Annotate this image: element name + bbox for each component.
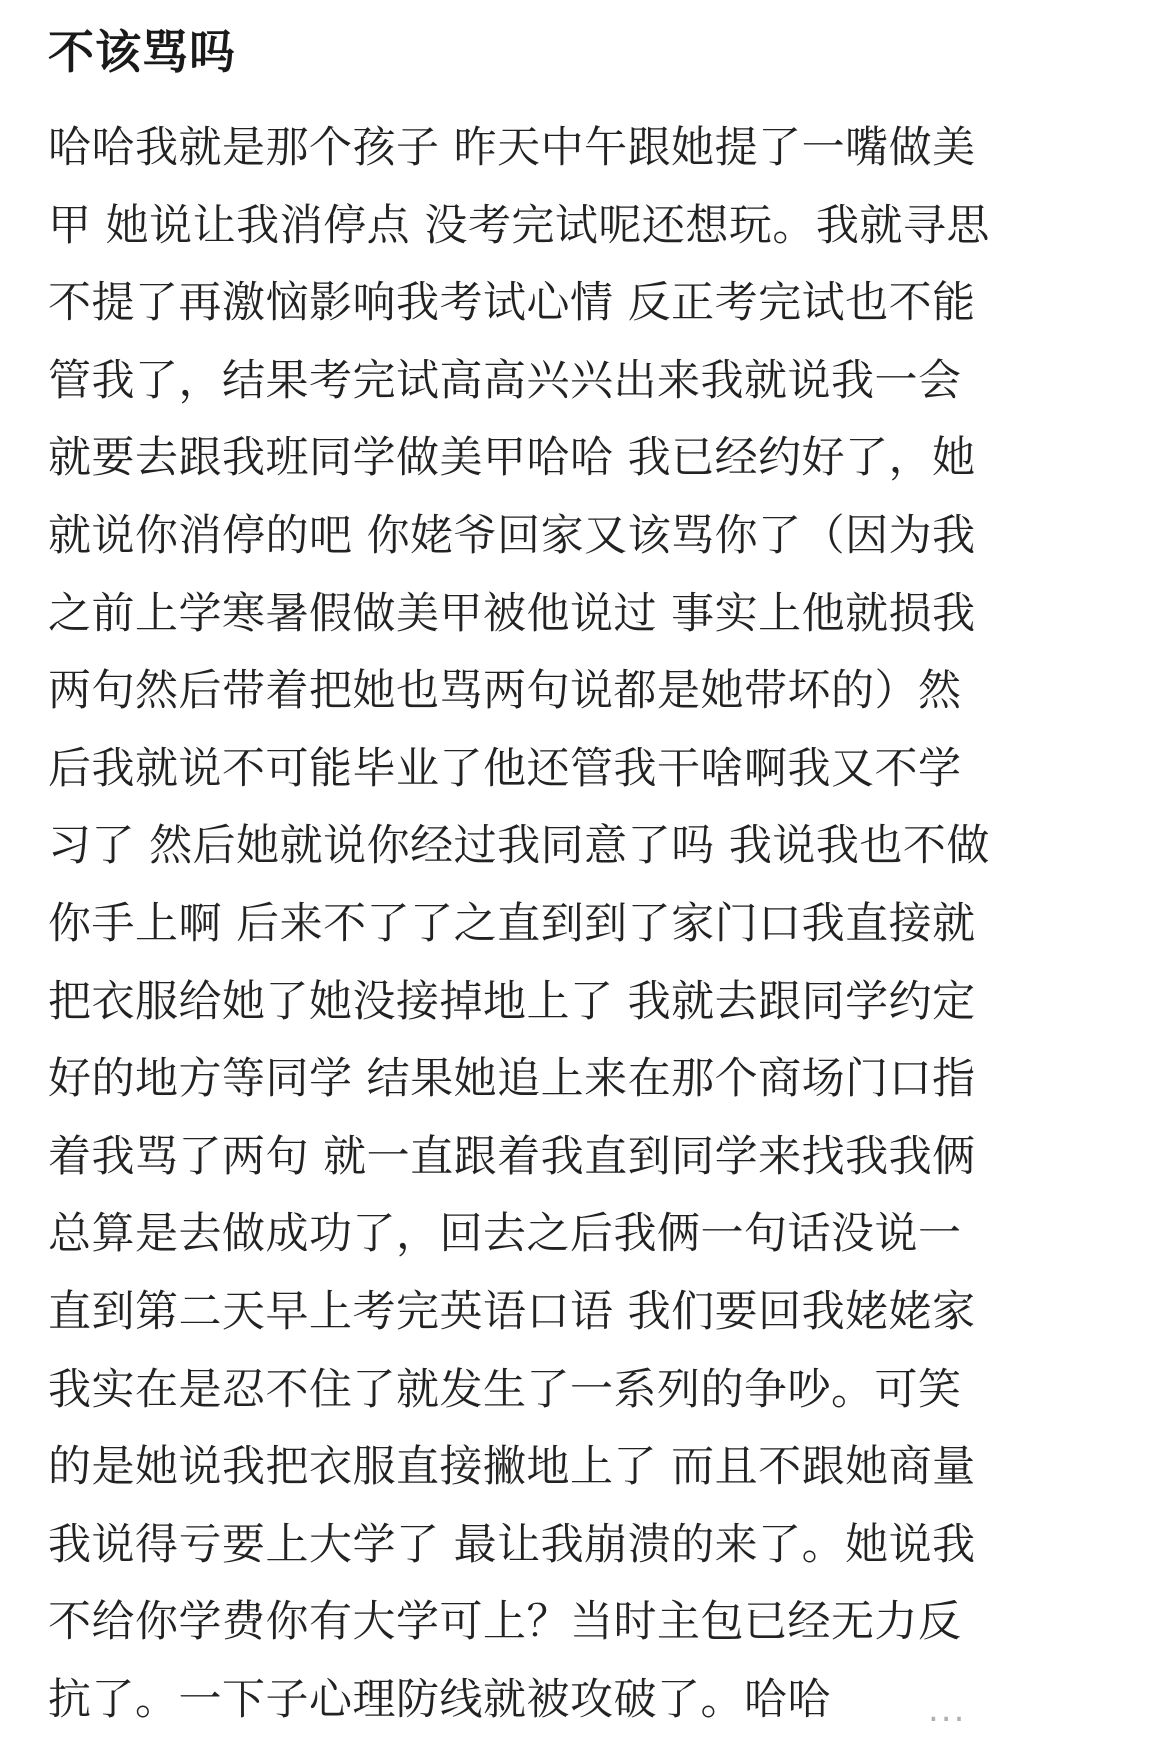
post-body-line: 我实在是忍不住了就发生了一系列的争吵。可笑 bbox=[48, 1364, 962, 1415]
post bbox=[48, 14, 1128, 1739]
post-body-line: 就说你消停的吧 你姥爷回家又该骂你了（因为我 bbox=[48, 510, 976, 561]
post-body-line: 就要去跟我班同学做美甲哈哈 我已经约好了，她 bbox=[48, 433, 976, 484]
post-body-line: 之前上学寒暑假做美甲被他说过 事实上他就损我 bbox=[48, 588, 976, 639]
post-body-line: 你手上啊 后来不了了之直到到了家门口我直接就 bbox=[48, 898, 976, 949]
post-body-line: 把衣服给她了她没接掉地上了 我就去跟同学约定 bbox=[48, 976, 976, 1027]
more-ellipsis-icon[interactable]: ... bbox=[928, 1690, 967, 1730]
post-body-line: 好的地方等同学 结果她追上来在那个商场门口指 bbox=[48, 1054, 976, 1105]
post-body-line: 管我了，结果考完试高高兴兴出来我就说我一会 bbox=[48, 355, 962, 406]
post-body-line: 习了 然后她就说你经过我同意了吗 我说我也不做 bbox=[48, 821, 990, 872]
post-body-line: 两句然后带着把她也骂两句说都是她带坏的）然 bbox=[48, 666, 962, 717]
post-body-line: 后我就说不可能毕业了他还管我干啥啊我又不学 bbox=[48, 743, 962, 794]
post-body-line: 我说得亏要上大学了 最让我崩溃的来了。她说我 bbox=[48, 1519, 976, 1570]
post-body bbox=[48, 110, 1128, 1739]
post-body-line: 着我骂了两句 就一直跟着我直到同学来找我我俩 bbox=[48, 1131, 976, 1182]
post-body-line: 总算是去做成功了，回去之后我俩一句话没说一 bbox=[48, 1209, 962, 1260]
post-body-line: 不给你学费你有大学可上？当时主包已经无力反 bbox=[48, 1597, 962, 1648]
post-body-line: 哈哈我就是那个孩子 昨天中午跟她提了一嘴做美 bbox=[48, 123, 976, 173]
post-body-line: 不提了再激恼影响我考试心情 反正考完试也不能 bbox=[48, 278, 976, 329]
post-title: 不该骂吗 bbox=[48, 25, 236, 79]
post-body-line: 直到第二天早上考完英语口语 我们要回我姥姥家 bbox=[48, 1286, 976, 1337]
post-body-line: 的是她说我把衣服直接撇地上了 而且不跟她商量 bbox=[48, 1442, 976, 1493]
post-body-line: 甲 她说让我消停点 没考完试呢还想玩。我就寻思 bbox=[48, 200, 990, 251]
post-body-line: 抗了。一下子心理防线就被攻破了。哈哈 bbox=[48, 1674, 831, 1725]
